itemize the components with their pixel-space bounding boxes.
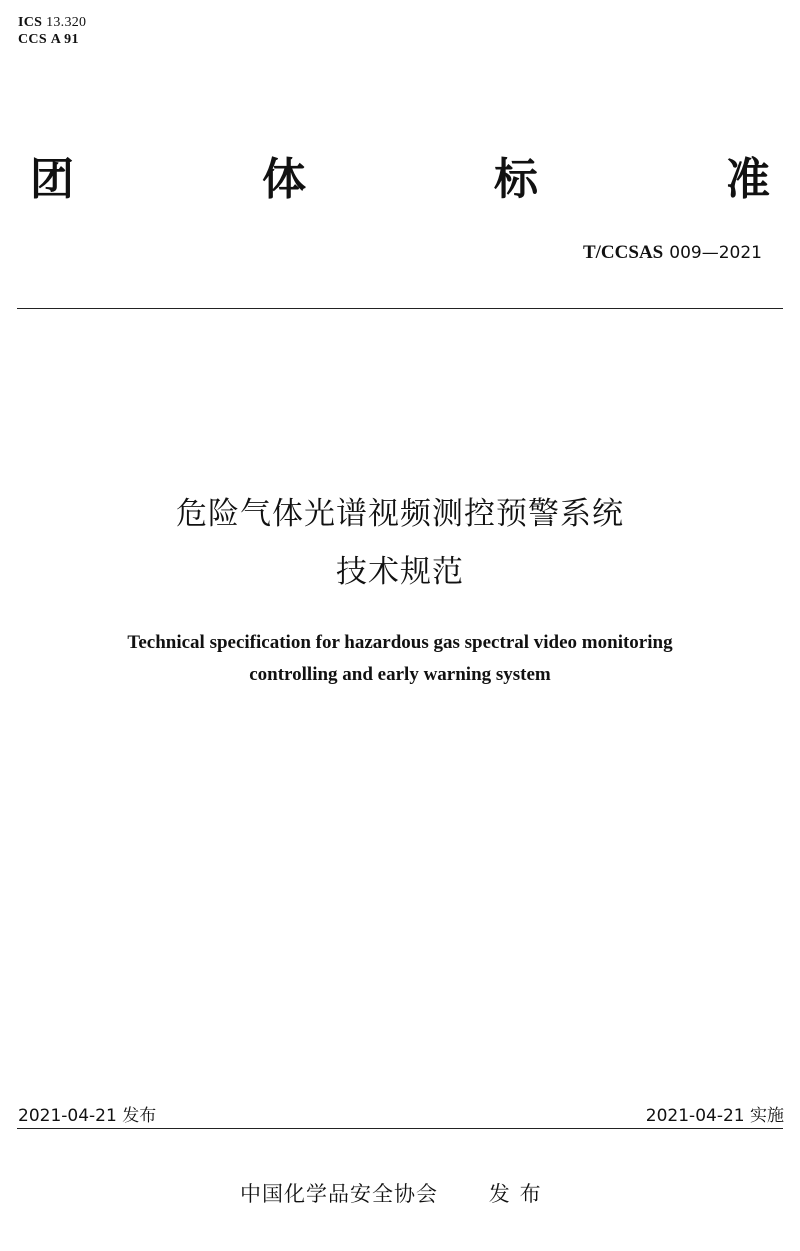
ccs-label: CCS: [18, 32, 47, 47]
bottom-divider: [17, 1128, 783, 1129]
ics-label: ICS: [18, 15, 43, 30]
english-title-line-2: controlling and early warning system: [249, 664, 551, 685]
ics-value: 13.320: [46, 15, 87, 30]
english-title-line-1: Technical specification for hazardous gas spectral video monitoring: [127, 632, 673, 653]
standard-type-char: 准: [726, 154, 770, 205]
standard-type-char: 团: [30, 154, 74, 205]
ics-code: [18, 14, 86, 31]
chinese-title-line-1: 危险气体光谱视频测控预警系统: [176, 496, 624, 532]
ccs-code: [18, 31, 86, 48]
ccs-value: A 91: [50, 32, 79, 47]
standard-type-char: 标: [494, 154, 538, 205]
publisher-verb: 发布: [488, 1182, 551, 1206]
implementation-date: 2021-04-21 实施: [645, 1106, 784, 1126]
classification-codes: [18, 14, 86, 48]
issue-date: 2021-04-21 发布: [18, 1106, 157, 1126]
chinese-title-line-2: 技术规范: [336, 554, 464, 590]
standard-type-char: 体: [262, 154, 306, 205]
standard-number: [583, 241, 762, 264]
standard-number-value: 009—2021: [669, 243, 762, 263]
publisher: [240, 1178, 551, 1208]
standard-type-title: [30, 152, 770, 208]
standard-number-prefix: T/CCSAS: [582, 242, 664, 263]
publisher-organization: 中国化学品安全协会: [240, 1182, 438, 1206]
top-divider: [17, 308, 783, 309]
